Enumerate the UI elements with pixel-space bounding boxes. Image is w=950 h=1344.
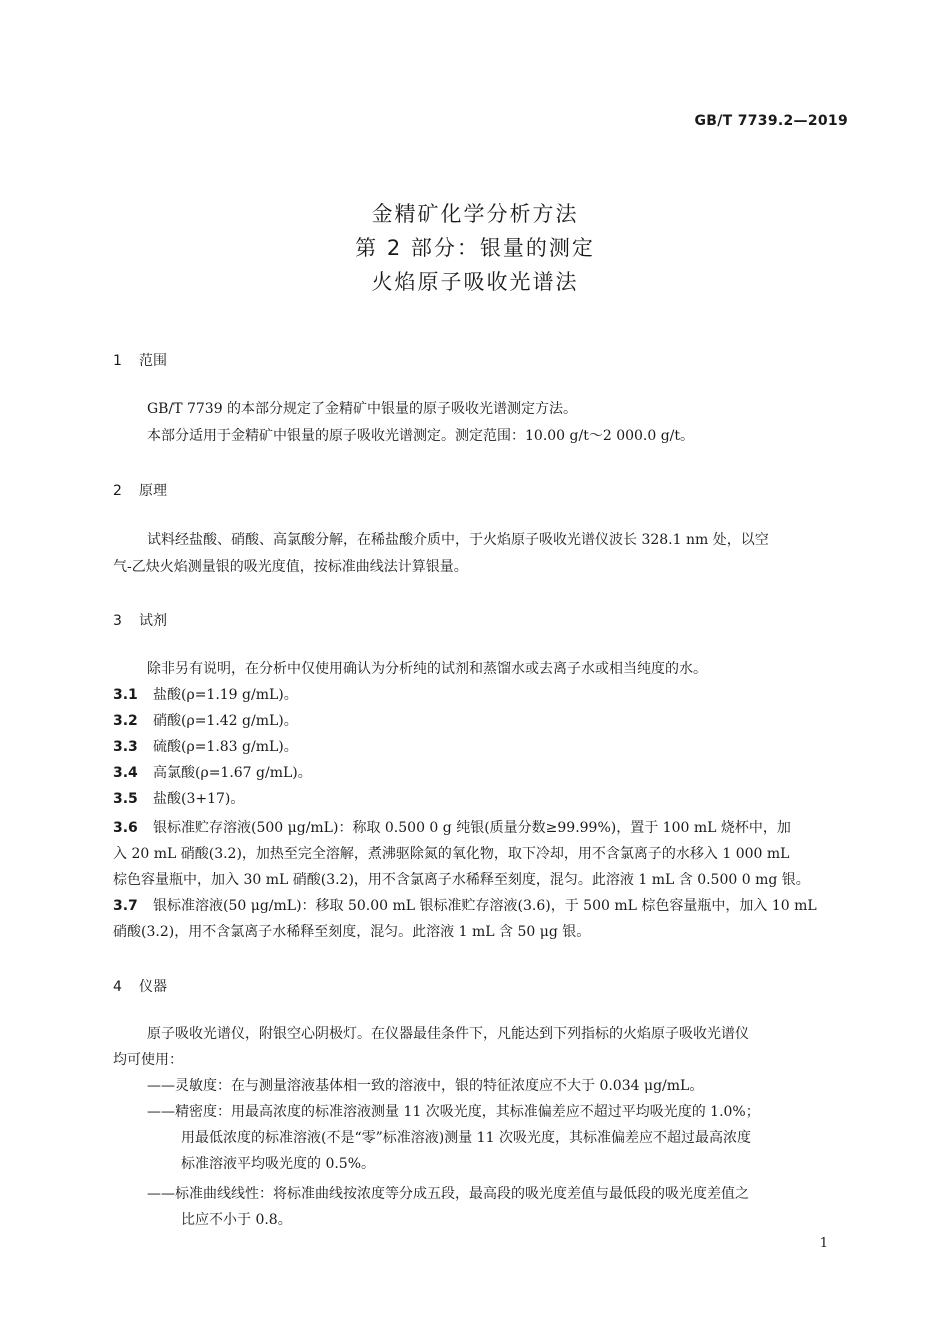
item-number: 3.6 <box>113 820 138 836</box>
item-3-7-line-2: 硝酸(3.2)，用不含氯离子水稀释至刻度，混匀。此溶液 1 mL 含 50 μg 银。 <box>113 924 591 940</box>
item-number: 3.4 <box>113 765 138 781</box>
item-text: 盐酸(ρ=1.19 g/mL)。 <box>153 687 298 703</box>
title-line-3: 火焰原子吸收光谱法 <box>371 270 579 294</box>
item-text: 硝酸(ρ=1.42 g/mL)。 <box>153 713 298 729</box>
item-3-6-line-2: 入 20 mL 硝酸(3.2)，加热至完全溶解，煮沸驱除氮的氧化物，取下冷却，用不含氯离子的水移入 1 000 mL <box>113 846 790 862</box>
section-number: 2 <box>113 483 122 499</box>
section-4-intro-line-2: 均可使用： <box>113 1052 183 1068</box>
section-3-heading <box>113 610 167 630</box>
section-title: 范围 <box>139 353 167 369</box>
section-4-intro-line-1: 原子吸收光谱仪，附银空心阴极灯。在仪器最佳条件下，凡能达到下列指标的火焰原子吸收光谱仪 <box>147 1026 749 1042</box>
requirement-sensitivity: ——灵敏度：在与测量溶液基体相一致的溶液中，银的特征浓度应不大于 0.034 μg/mL。 <box>147 1078 704 1094</box>
item-3-6-line-3: 棕色容量瓶中，加入 30 mL 硝酸(3.2)，用不含氯离子水稀释至刻度，混匀。此溶液 1 mL 含 0.500 0 mg 银。 <box>113 872 810 888</box>
item-text: 盐酸(3+17)。 <box>153 791 245 807</box>
section-number: 3 <box>113 613 122 629</box>
title-line-2: 第 2 部分：银量的测定 <box>355 236 595 260</box>
section-2-heading <box>113 480 167 500</box>
reagent-item <box>113 735 298 759</box>
section-3-intro: 除非另有说明，在分析中仅使用确认为分析纯的试剂和蒸馏水或去离子水或相当纯度的水。 <box>147 661 707 677</box>
section-4-heading <box>113 976 167 996</box>
section-number: 1 <box>113 353 122 369</box>
item-number: 3.3 <box>113 739 138 755</box>
requirement-precision: ——精密度：用最高浓度的标准溶液测量 11 次吸光度，其标准偏差应不超过平均吸光度的 1.0%； <box>147 1104 760 1120</box>
section-2-paragraph-line-2: 气-乙炔火焰测量银的吸光度值，按标准曲线法计算银量。 <box>113 559 468 575</box>
standard-number: GB/T 7739.2—2019 <box>694 113 848 129</box>
requirement-linearity-line-2: 比应不小于 0.8。 <box>181 1212 292 1228</box>
requirement-precision-line-2: 用最低浓度的标准溶液(不是“零”标准溶液)测量 11 次吸光度，其标准偏差应不超过最高浓度 <box>181 1130 751 1146</box>
section-1-heading <box>113 350 167 370</box>
item-number: 3.1 <box>113 687 138 703</box>
reagent-item <box>113 761 312 785</box>
requirement-linearity: ——标准曲线线性：将标准曲线按浓度等分成五段，最高段的吸光度差值与最低段的吸光度差值之 <box>147 1186 749 1202</box>
section-1-paragraph-1: GB/T 7739 的本部分规定了金精矿中银量的原子吸收光谱测定方法。 <box>147 401 578 417</box>
section-number: 4 <box>113 979 122 995</box>
section-title: 仪器 <box>139 979 167 995</box>
reagent-item-3-7 <box>113 894 817 918</box>
section-title: 试剂 <box>139 613 167 629</box>
item-text-line-1: 银标准溶液(50 μg/mL)：移取 50.00 mL 银标准贮存溶液(3.6)，于 500 mL 棕色容量瓶中，加入 10 mL <box>153 898 817 914</box>
section-1-paragraph-2: 本部分适用于金精矿中银量的原子吸收光谱测定。测定范围：10.00 g/t～2 000.0 g/t。 <box>147 428 695 444</box>
reagent-item <box>113 709 298 733</box>
section-title: 原理 <box>139 483 167 499</box>
reagent-item-3-6 <box>113 816 791 840</box>
reagent-item <box>113 787 244 811</box>
item-text-line-1: 银标准贮存溶液(500 μg/mL)：称取 0.500 0 g 纯银(质量分数≥99.99%)，置于 100 mL 烧杯中，加 <box>153 820 791 836</box>
item-number: 3.2 <box>113 713 138 729</box>
section-2-paragraph-line-1: 试料经盐酸、硝酸、高氯酸分解，在稀盐酸介质中，于火焰原子吸收光谱仪波长 328.1 nm 处，以空 <box>147 532 769 548</box>
reagent-item <box>113 683 298 707</box>
title-line-1: 金精矿化学分析方法 <box>371 202 579 226</box>
item-number: 3.7 <box>113 898 138 914</box>
item-text: 硫酸(ρ=1.83 g/mL)。 <box>153 739 298 755</box>
item-number: 3.5 <box>113 791 138 807</box>
page-number: 1 <box>819 1236 828 1251</box>
requirement-precision-line-3: 标准溶液平均吸光度的 0.5%。 <box>181 1156 376 1172</box>
item-text: 高氯酸(ρ=1.67 g/mL)。 <box>153 765 312 781</box>
